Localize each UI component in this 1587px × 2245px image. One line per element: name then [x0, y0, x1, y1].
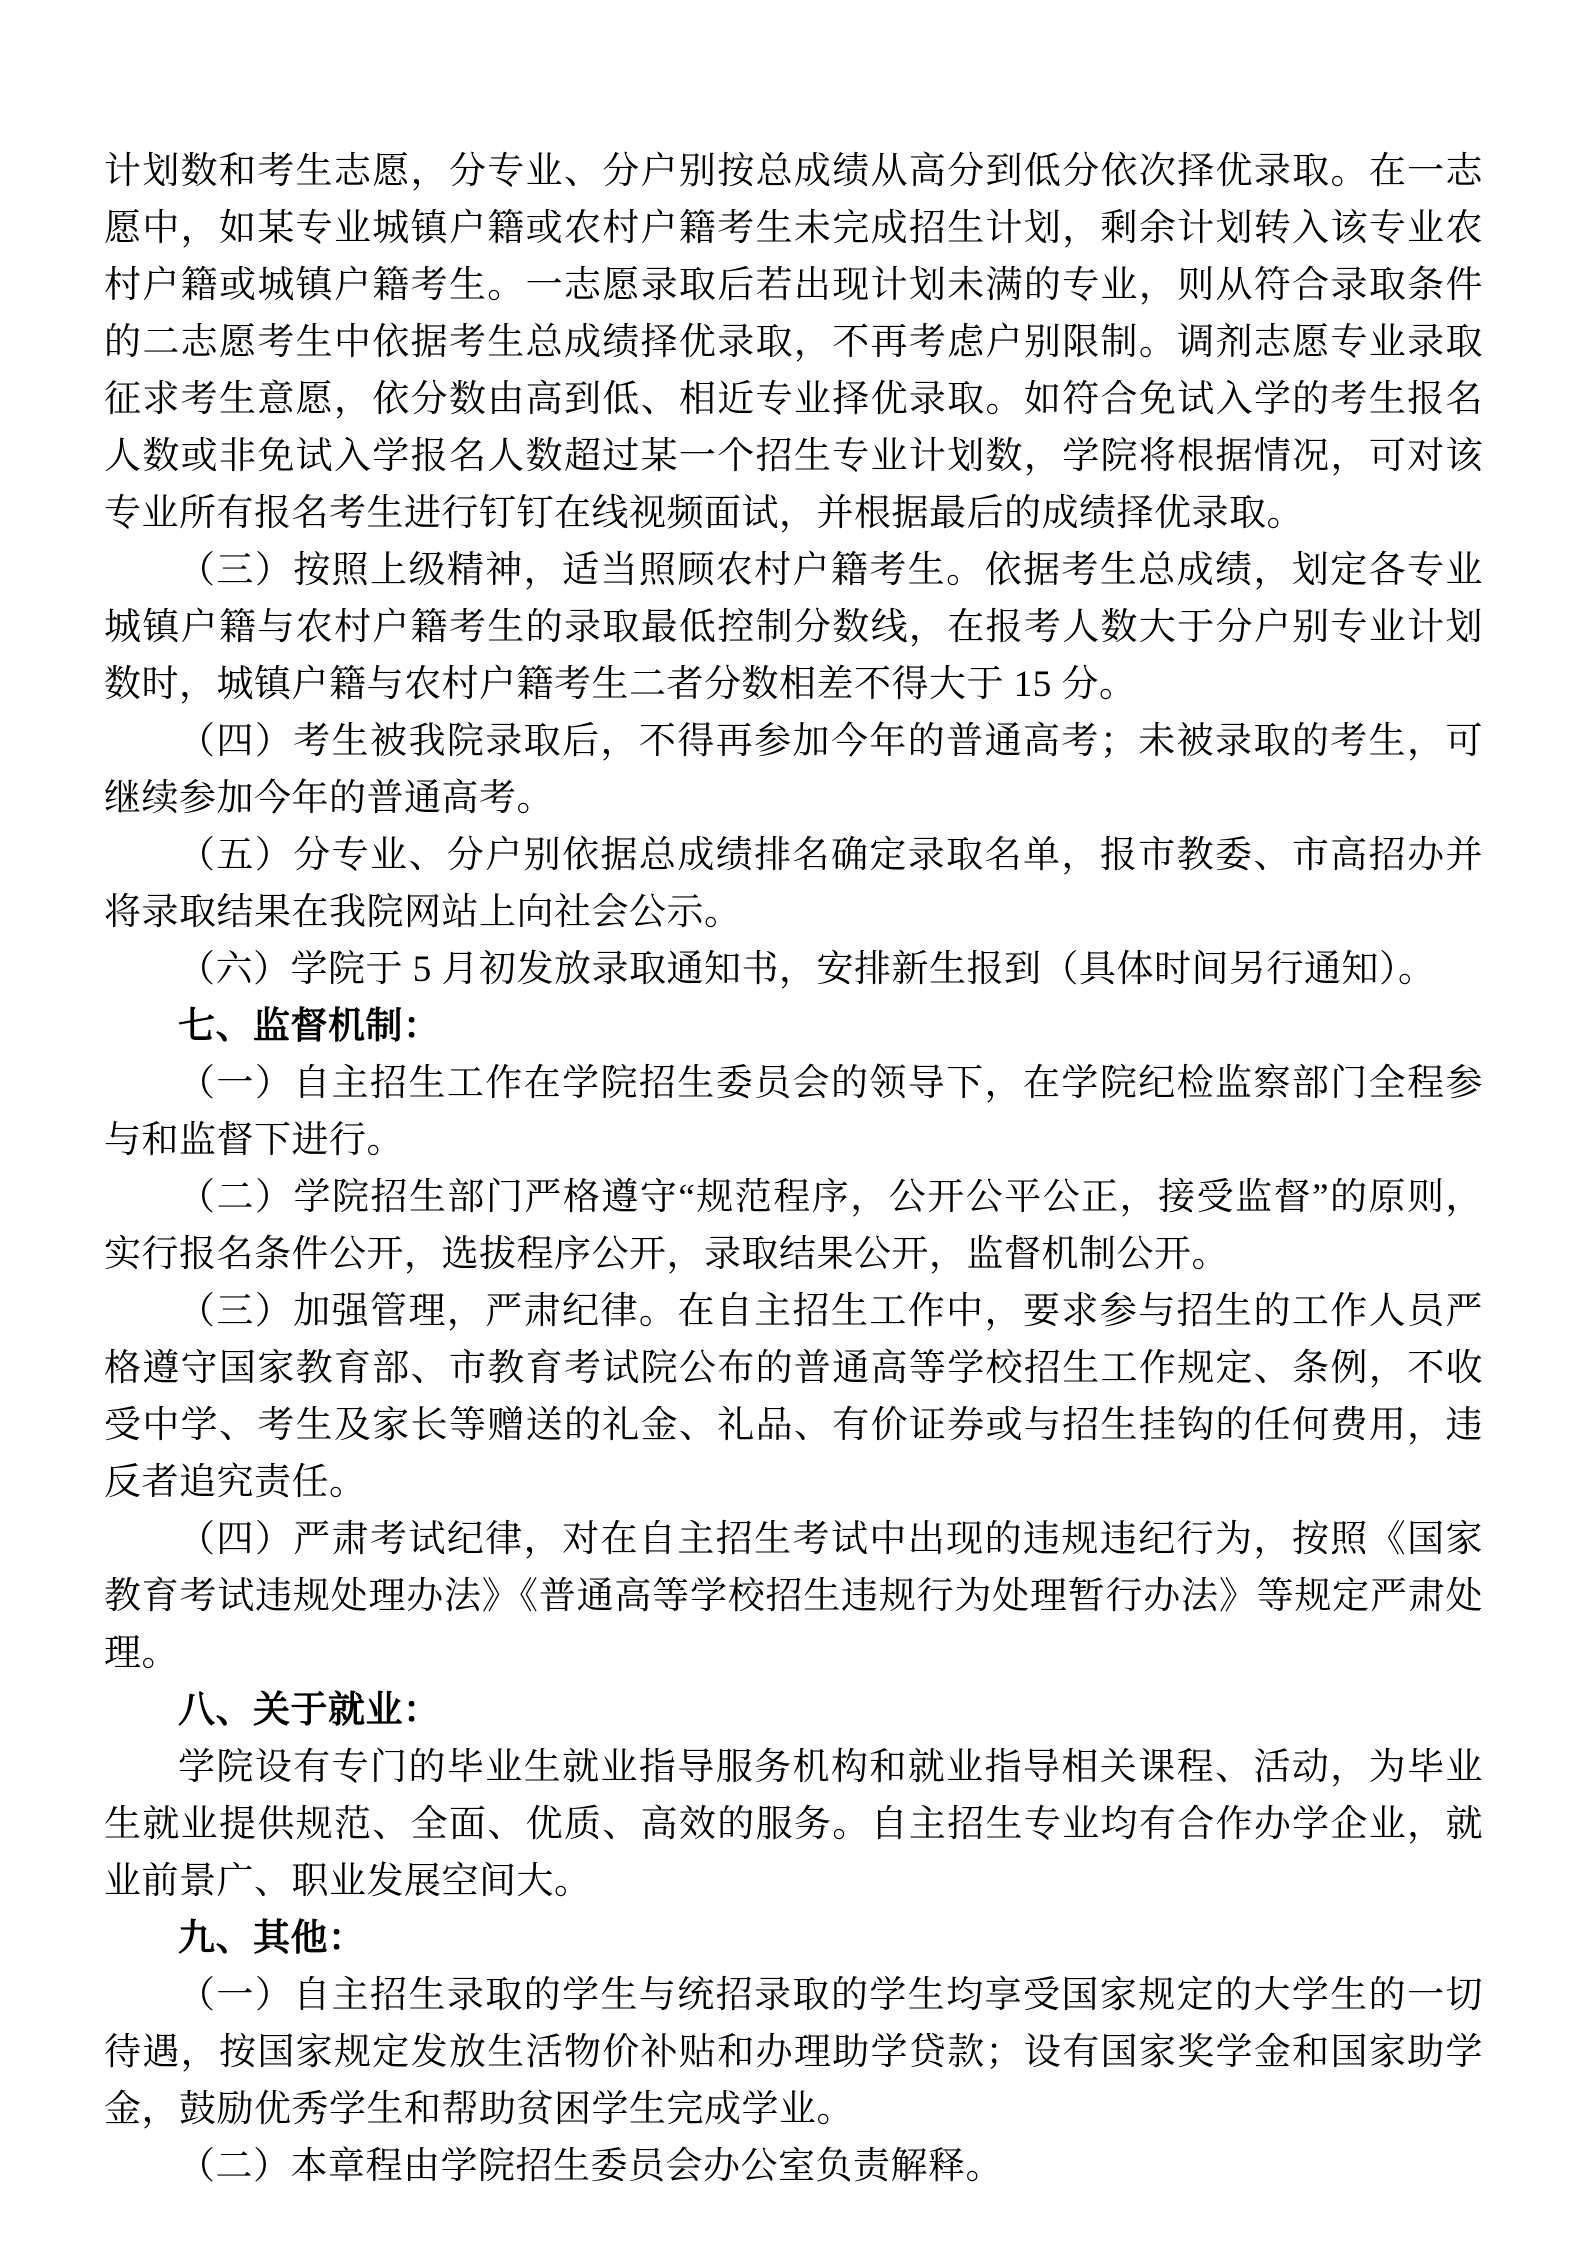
paragraph-employment: 学院设有专门的毕业生就业指导服务机构和就业指导相关课程、活动，为毕业生就业提供规范、全面、优质、高效的服务。自主招生专业均有合作办学企业，就业前景广、职业发展空间大。 [104, 1747, 1483, 1902]
section-heading-8: 八、关于就业： [178, 1690, 441, 1731]
paragraph-item-7-4: （四）严肃考试纪律，对在自主招生考试中出现的违规违纪行为，按照《国家教育考试违规处理办法》《普通高等学校招生违规行为处理暂行办法》等规定严肃处理。 [104, 1519, 1483, 1674]
paragraph-item-6-6: （六）学院于 5 月初发放录取通知书，安排新生报到（具体时间另行通知）。 [178, 949, 1436, 990]
paragraph-item-7-3: （三）加强管理，严肃纪律。在自主招生工作中，要求参与招生的工作人员严格遵守国家教育部、市教育考试院公布的普通高等学校招生工作规定、条例，不收受中学、考生及家长等赠送的礼金、礼品、有价证券或与招生挂钩的任何费用，违反者追究责任。 [104, 1291, 1483, 1503]
paragraph-item-6-3: （三）按照上级精神，适当照顾农村户籍考生。依据考生总成绩，划定各专业城镇户籍与农村户籍考生的录取最低控制分数线，在报考人数大于分户别专业计划数时，城镇户籍与农村户籍考生二者分数相差不得大于 15 分。 [104, 550, 1483, 705]
paragraph-item-6-5: （五）分专业、分户别依据总成绩排名确定录取名单，报市教委、市高招办并将录取结果在我院网站上向社会公示。 [104, 835, 1483, 933]
paragraph-item-7-1: （一）自主招生工作在学院招生委员会的领导下，在学院纪检监察部门全程参与和监督下进行。 [104, 1063, 1483, 1161]
section-heading-9: 九、其他： [178, 1918, 366, 1959]
paragraph-item-9-2: （二）本章程由学院招生委员会办公室负责解释。 [178, 2146, 1003, 2187]
paragraph-item-6-4: （四）考生被我院录取后，不得再参加今年的普通高考；未被录取的考生，可继续参加今年的普通高考。 [104, 721, 1483, 819]
paragraph-item-7-2: （二）学院招生部门严格遵守“规范程序，公开公平公正，接受监督”的原则，实行报名条件公开，选拔程序公开，录取结果公开，监督机制公开。 [104, 1177, 1483, 1275]
paragraph-item-9-1: （一）自主招生录取的学生与统招录取的学生均享受国家规定的大学生的一切待遇，按国家规定发放生活物价补贴和办理助学贷款；设有国家奖学金和国家助学金，鼓励优秀学生和帮助贫困学生完成学业。 [104, 1975, 1483, 2130]
section-heading-7: 七、监督机制： [178, 1006, 441, 1047]
document-body [104, 143, 1483, 2195]
paragraph-continuation: 计划数和考生志愿，分专业、分户别按总成绩从高分到低分依次择优录取。在一志愿中，如某专业城镇户籍或农村户籍考生未完成招生计划，剩余计划转入该专业农村户籍或城镇户籍考生。一志愿录取后若出现计划未满的专业，则从符合录取条件的二志愿考生中依据考生总成绩择优录取，不再考虑户别限制。调剂志愿专业录取征求考生意愿，依分数由高到低、相近专业择优录取。如符合免试入学的考生报名人数或非免试入学报名人数超过某一个招生专业计划数，学院将根据情况，可对该专业所有报名考生进行钉钉在线视频面试，并根据最后的成绩择优录取。 [104, 151, 1483, 534]
